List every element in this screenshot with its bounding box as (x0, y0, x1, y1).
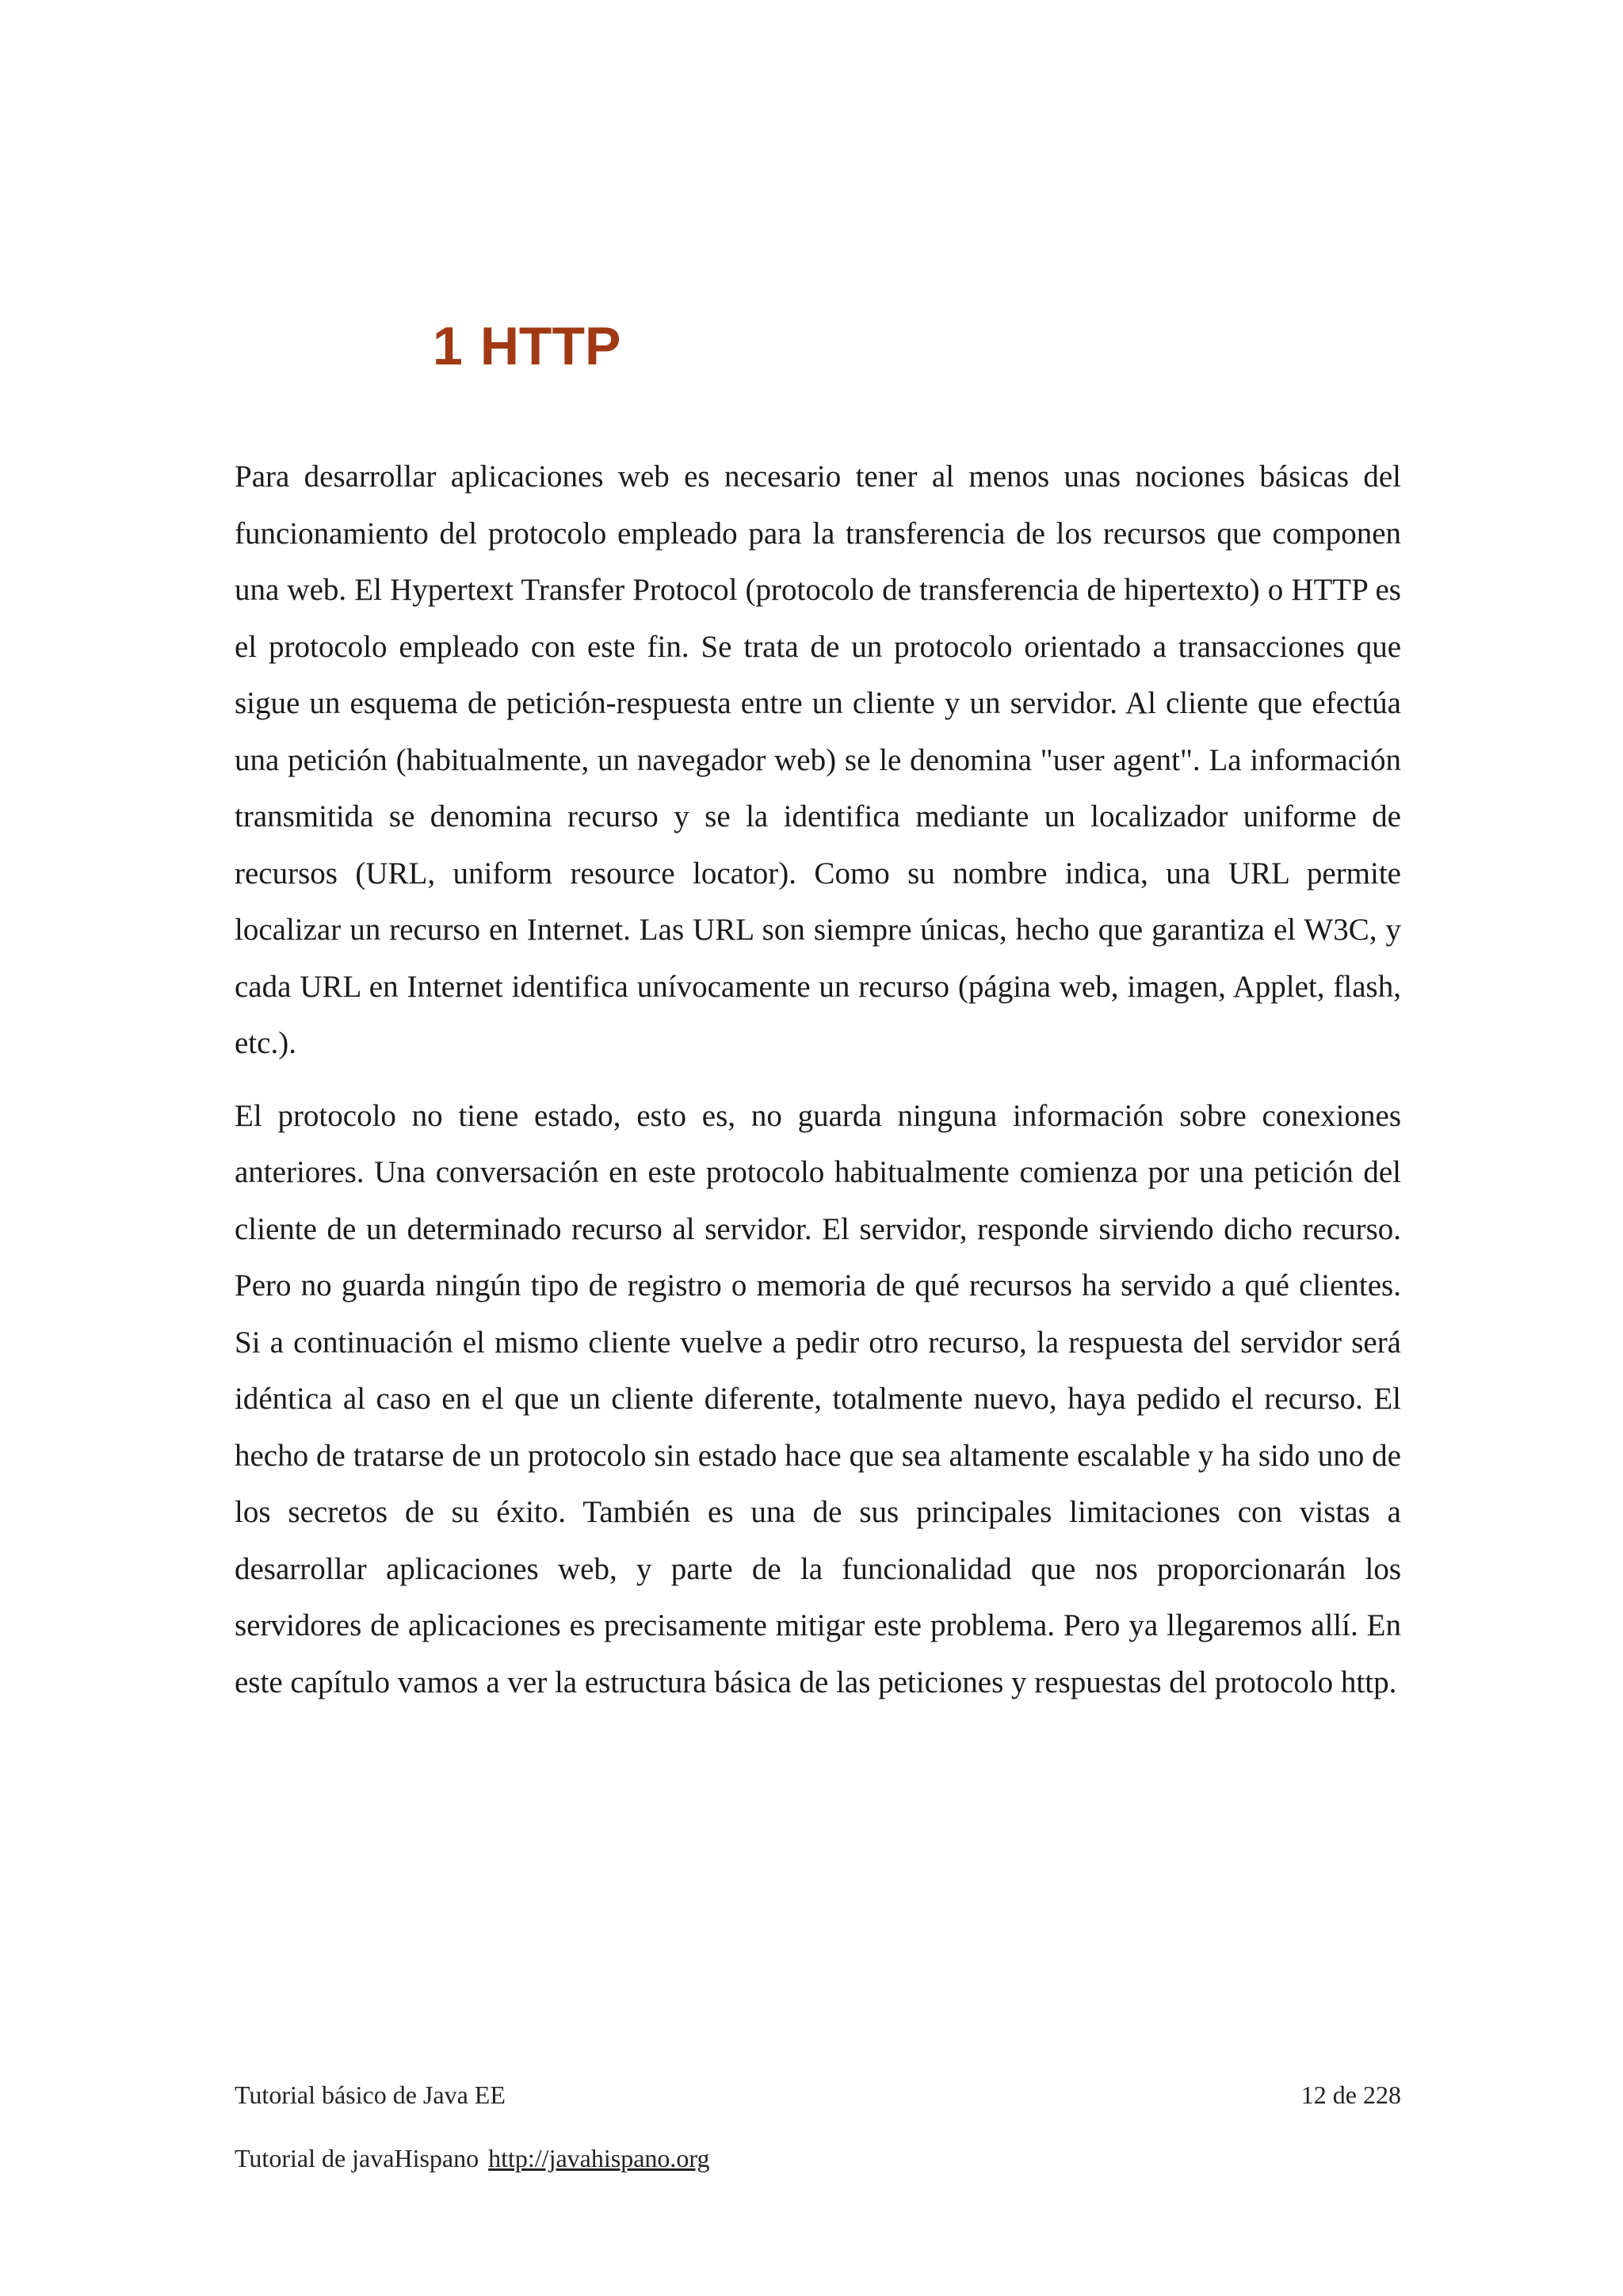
footer-top-row (235, 2077, 1401, 2112)
chapter-title: HTTP (479, 316, 621, 376)
page-total: 228 (1363, 2081, 1401, 2109)
page-current: 12 (1300, 2081, 1327, 2109)
footer-bottom-row (235, 2141, 1401, 2176)
page-counter (1301, 2077, 1401, 2112)
javahispano-link[interactable]: http://javahispano.org (488, 2144, 710, 2172)
page-separator: de (1332, 2081, 1357, 2109)
paragraph-2: El protocolo no tiene estado, esto es, no guarda ninguna información sobre conexiones anteriores. Una conversación en este protocolo habitualmente comienza por una petición del cliente de un determinado recurso al servidor. El servidor, responde sirviendo dicho recurso. Pero no guarda ningún tipo de registro o memoria de qué recursos ha servido a qué clientes. Si a continuación el mismo cliente vuelve a pedir otro recurso, la respuesta del servidor será idéntica al caso en el que un cliente diferente, totalmente nuevo, haya pedido el recurso. El hecho de tratarse de un protocolo sin estado hace que sea altamente escalable y ha sido uno de los secretos de su éxito. También es una de sus principales limitaciones con vistas a desarrollar aplicaciones web, y parte de la funcionalidad que nos proporcionarán los servidores de aplicaciones es precisamente mitigar este problema. Pero ya llegaremos allí. En este capítulo vamos a ver la estructura básica de las peticiones y respuestas del protocolo http. (235, 1098, 1401, 1699)
footer-book-title: Tutorial básico de Java EE (235, 2081, 506, 2109)
chapter-body (235, 448, 1401, 1726)
paragraph-1: Para desarrollar aplicaciones web es necesario tener al menos unas nociones básicas del funcionamiento del protocolo empleado para la transferencia de los recursos que componen una web. El Hypertext Transfer Protocol (protocolo de transferencia de hipertexto) o HTTP es el protocolo empleado con este fin. Se trata de un protocolo orientado a transacciones que sigue un esquema de petición-respuesta entre un cliente y un servidor. Al cliente que efectúa una petición (habitualmente, un navegador web) se le denomina "user agent". La información transmitida se denomina recurso y se la identifica mediante un localizador uniforme de recursos (URL, uniform resource locator). Como su nombre indica, una URL permite localizar un recurso en Internet. Las URL son siempre únicas, hecho que garantiza el W3C, y cada URL en Internet identifica unívocamente un recurso (página web, imagen, Applet, flash, etc.). (235, 460, 1401, 1060)
chapter-heading (433, 311, 621, 382)
chapter-number: 1 (433, 316, 463, 376)
footer-publisher: Tutorial de javaHispano (235, 2144, 479, 2172)
